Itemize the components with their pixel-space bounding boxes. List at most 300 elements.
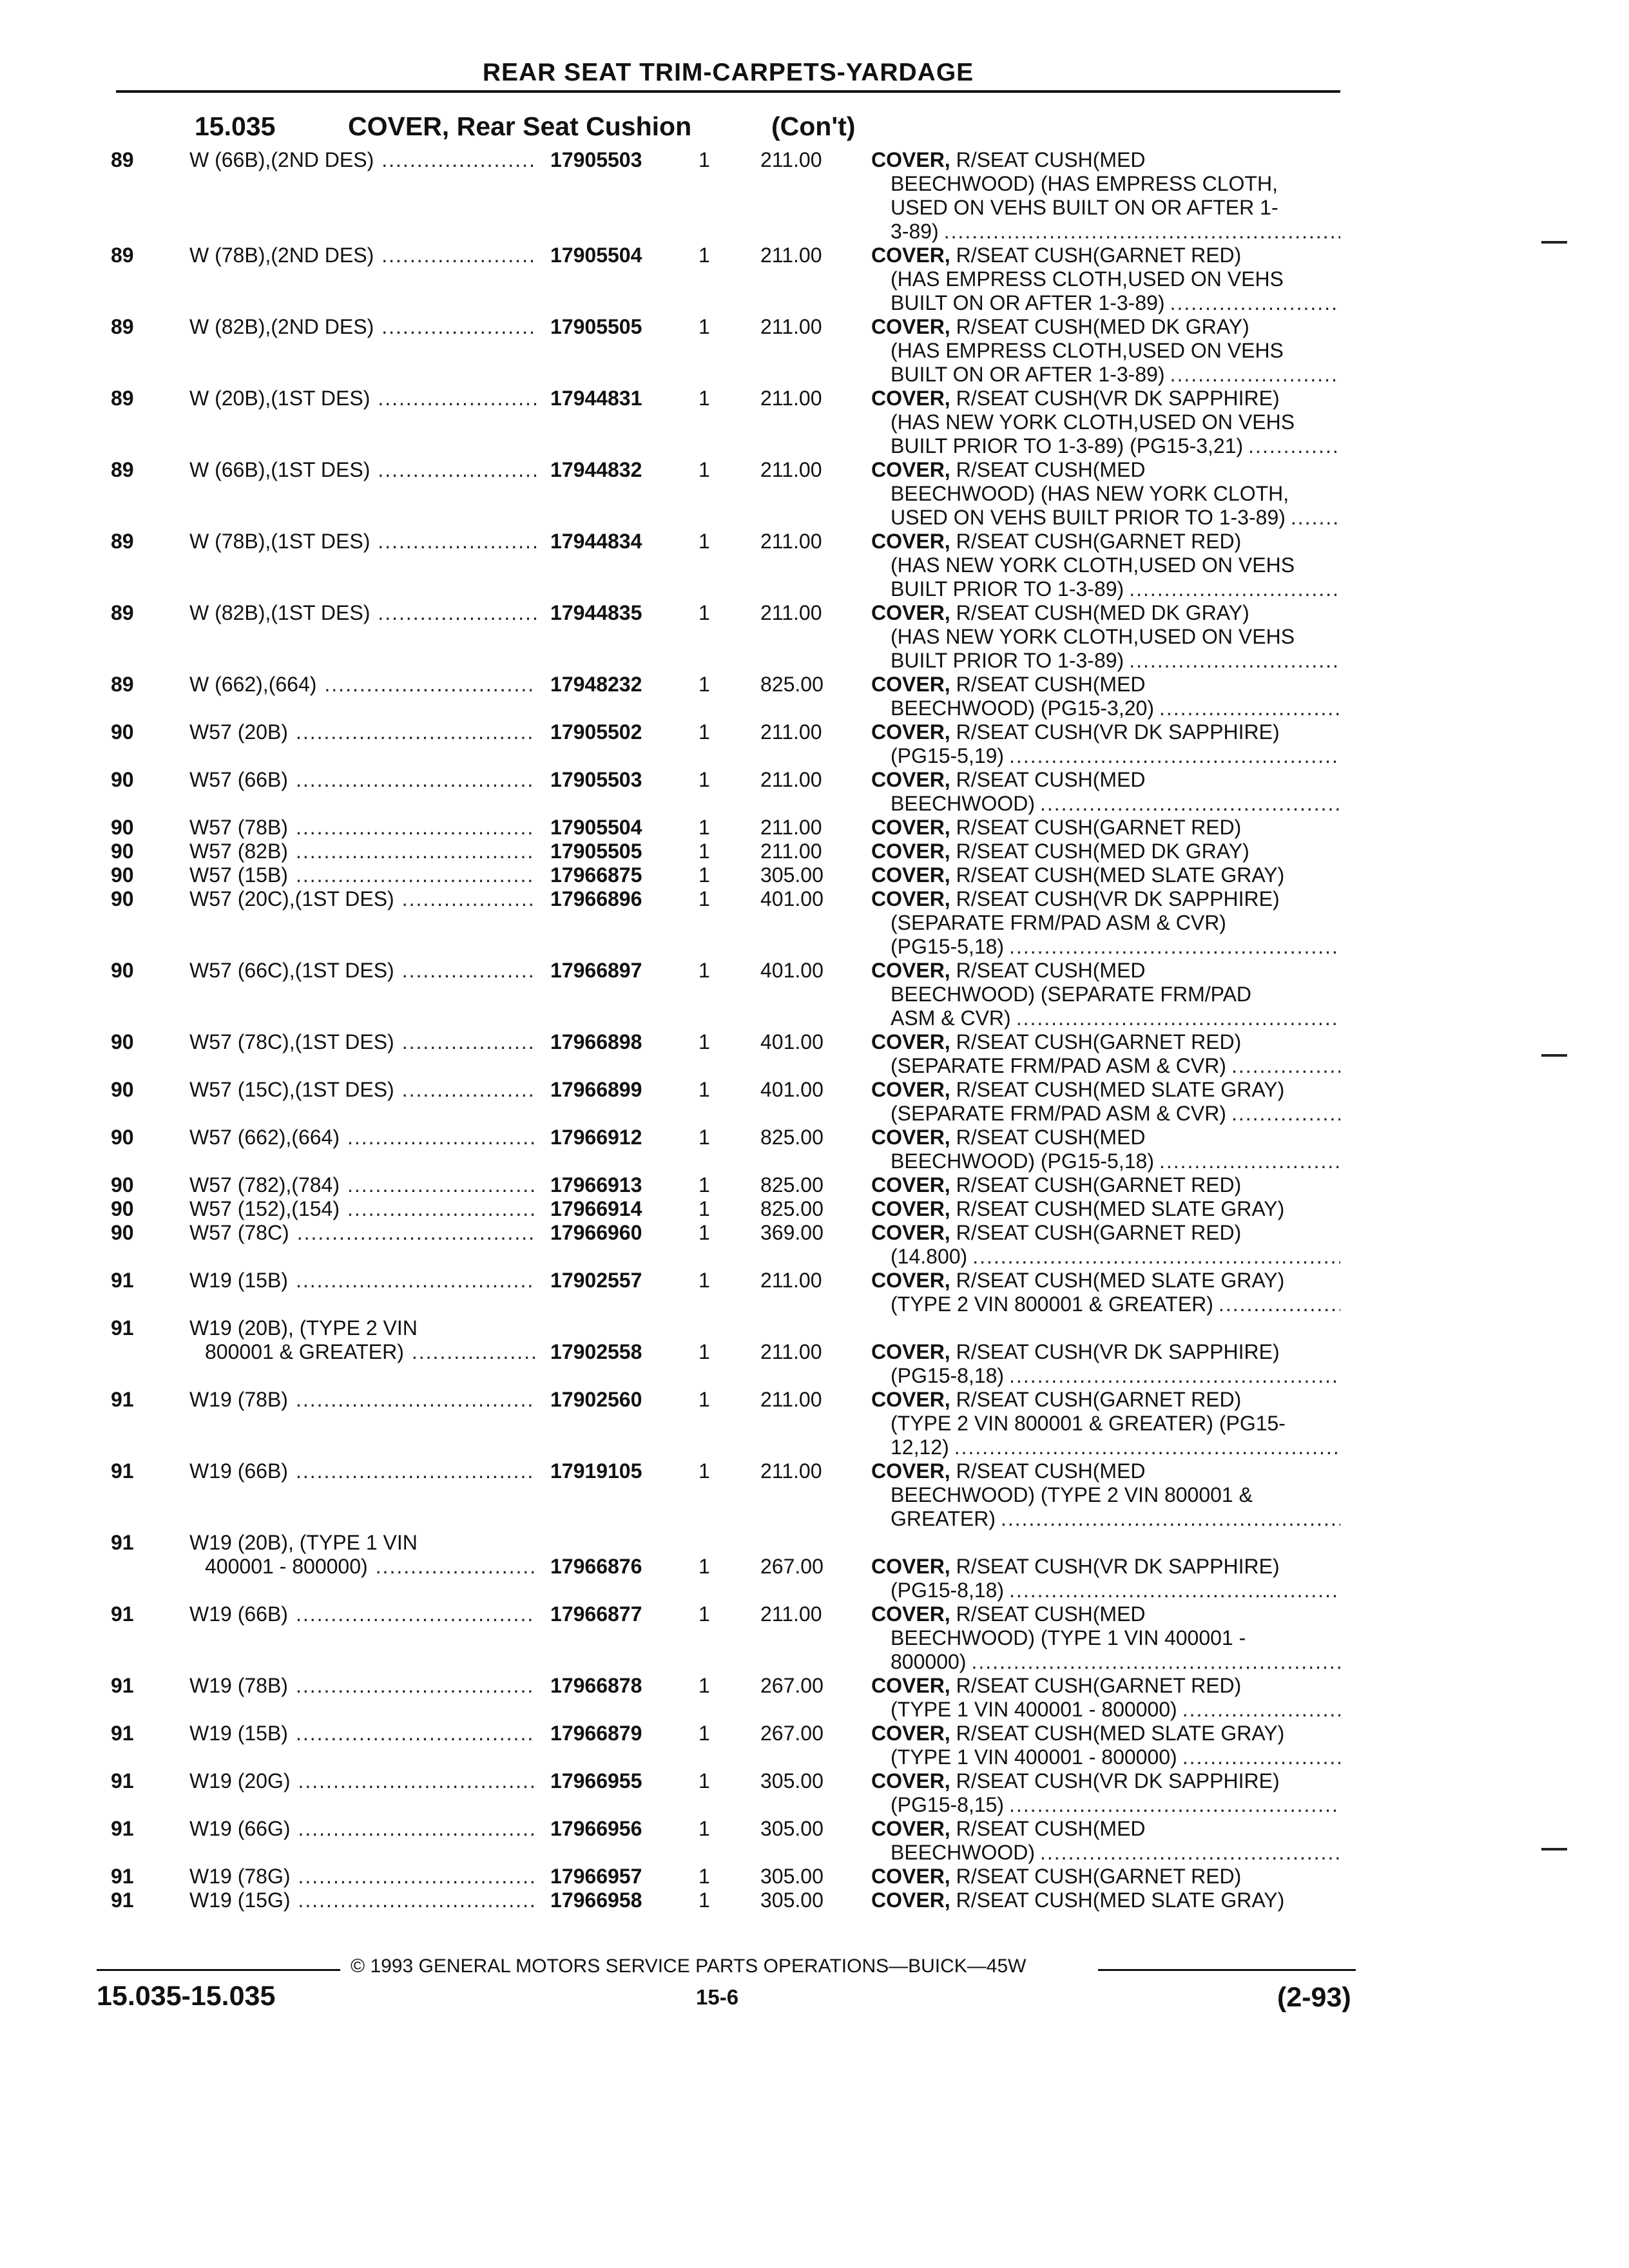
description-line <box>871 1006 1340 1030</box>
description-text: (TYPE 2 VIN 800001 & GREATER) (PG15- <box>891 1412 1286 1435</box>
part-description <box>871 387 1340 458</box>
leader-dots <box>324 673 536 697</box>
part-number: 17966899 <box>550 1078 642 1101</box>
leader-dots <box>381 148 536 172</box>
model-year: 89 <box>111 148 134 171</box>
model-year: 91 <box>111 1769 134 1792</box>
description-text: COVER, R/SEAT CUSH(MED <box>871 673 1146 696</box>
unit-price: 211.00 <box>760 1459 822 1483</box>
model-line <box>189 863 543 887</box>
description-text: (HAS NEW YORK CLOTH,USED ON VEHS <box>891 553 1295 577</box>
description-line <box>871 911 1340 935</box>
description-text: COVER, R/SEAT CUSH(MED <box>871 1126 1146 1149</box>
model-text: W57 (66C),(1ST DES) <box>189 959 394 982</box>
description-text: COVER, R/SEAT CUSH(GARNET RED) <box>871 1865 1242 1888</box>
model-text: W19 (20B), (TYPE 1 VIN <box>189 1531 418 1554</box>
model-code <box>189 148 543 172</box>
part-description <box>871 768 1340 816</box>
model-line <box>189 1531 543 1555</box>
model-code <box>189 1459 543 1483</box>
leader-dots <box>402 1078 536 1102</box>
description-line <box>871 1149 1340 1173</box>
model-year: 90 <box>111 768 134 791</box>
description-line <box>871 1412 1340 1436</box>
part-description <box>871 1817 1340 1865</box>
part-description <box>871 816 1340 840</box>
unit-price: 401.00 <box>760 1030 824 1053</box>
description-line <box>871 1269 1340 1293</box>
part-number: 17948232 <box>550 673 642 696</box>
unit-price: 211.00 <box>760 1269 822 1292</box>
model-line <box>189 1865 543 1888</box>
model-year: 90 <box>111 887 134 910</box>
model-year: 89 <box>111 530 134 553</box>
model-code <box>189 1030 543 1054</box>
description-line <box>871 1388 1340 1412</box>
description-line <box>871 387 1340 410</box>
unit-price: 211.00 <box>760 1602 822 1626</box>
table-row <box>0 1722 1629 1769</box>
description-text: (PG15-8,15) <box>891 1793 1005 1816</box>
model-code <box>189 816 543 840</box>
part-number: 17966912 <box>550 1126 642 1149</box>
model-text: W57 (78C),(1ST DES) <box>189 1030 394 1053</box>
model-code <box>189 244 543 267</box>
model-line <box>189 458 543 482</box>
part-number: 17966914 <box>550 1197 642 1220</box>
description-text: (HAS EMPRESS CLOTH,USED ON VEHS <box>891 267 1284 291</box>
unit-price: 369.00 <box>760 1221 824 1244</box>
model-year: 91 <box>111 1602 134 1626</box>
model-text: W (20B),(1ST DES) <box>189 387 371 410</box>
leader-dots <box>296 1459 536 1483</box>
model-code <box>189 1126 543 1149</box>
model-text: W57 (66B) <box>189 768 288 791</box>
model-line <box>189 1078 543 1102</box>
model-code <box>189 673 543 697</box>
description-line <box>871 458 1340 482</box>
leader-dots <box>298 1865 536 1888</box>
part-number: 17966955 <box>550 1769 642 1792</box>
footer-page-number: 15-6 <box>696 1985 739 2009</box>
unit-price: 211.00 <box>760 387 822 410</box>
table-row <box>0 1459 1629 1531</box>
model-year: 91 <box>111 1888 134 1912</box>
model-line <box>189 1340 543 1364</box>
description-line <box>871 673 1340 697</box>
leader-dots <box>1159 697 1340 720</box>
description-text: COVER, R/SEAT CUSH(MED DK GRAY) <box>871 315 1249 338</box>
part-number: 17902557 <box>550 1269 642 1292</box>
description-text: COVER, R/SEAT CUSH(GARNET RED) <box>871 1388 1242 1411</box>
quantity: 1 <box>699 1388 710 1411</box>
model-code <box>189 1197 543 1221</box>
leader-dots <box>944 220 1340 244</box>
part-number: 17905504 <box>550 816 642 839</box>
leader-dots <box>1009 1579 1340 1602</box>
leader-dots <box>296 1602 536 1626</box>
unit-price: 211.00 <box>760 148 822 171</box>
description-text: COVER, R/SEAT CUSH(GARNET RED) <box>871 530 1242 553</box>
description-line <box>871 1602 1340 1626</box>
part-description <box>871 1388 1340 1459</box>
description-text: BEECHWOOD) <box>891 1841 1035 1864</box>
leader-dots <box>1129 577 1340 601</box>
leader-dots <box>1129 649 1340 673</box>
model-line <box>189 1316 543 1340</box>
parts-listing <box>0 148 1629 1912</box>
leader-dots <box>1248 434 1340 458</box>
description-line <box>871 1483 1340 1507</box>
description-line <box>871 1769 1340 1793</box>
description-line <box>871 1555 1340 1579</box>
footer-section-range: 15.035-15.035 <box>97 1981 276 2012</box>
model-year: 89 <box>111 601 134 624</box>
unit-price: 211.00 <box>760 315 822 338</box>
quantity: 1 <box>699 530 710 553</box>
description-text: USED ON VEHS BUILT PRIOR TO 1-3-89) <box>891 506 1286 529</box>
table-row <box>0 816 1629 840</box>
description-line <box>871 434 1340 458</box>
quantity: 1 <box>699 1602 710 1626</box>
part-number: 17902558 <box>550 1340 642 1363</box>
model-year: 89 <box>111 315 134 338</box>
model-text: W19 (20B), (TYPE 2 VIN <box>189 1316 418 1340</box>
description-line <box>871 1221 1340 1245</box>
model-text: 400001 - 800000) <box>205 1555 368 1578</box>
model-year: 90 <box>111 816 134 839</box>
model-line <box>189 816 543 840</box>
model-text: W19 (15B) <box>189 1269 288 1292</box>
part-number: 17966898 <box>550 1030 642 1053</box>
model-code <box>189 315 543 339</box>
model-text: W (82B),(1ST DES) <box>189 601 371 624</box>
description-text: COVER, R/SEAT CUSH(MED SLATE GRAY) <box>871 1722 1285 1745</box>
description-text: (PG15-8,18) <box>891 1579 1005 1602</box>
model-code <box>189 1269 543 1293</box>
table-row <box>0 1817 1629 1865</box>
model-code <box>189 1674 543 1698</box>
model-year: 91 <box>111 1531 134 1554</box>
description-text: BEECHWOOD) (SEPARATE FRM/PAD <box>891 983 1252 1006</box>
part-description <box>871 863 1340 887</box>
model-text: W57 (15B) <box>189 863 288 887</box>
model-year: 90 <box>111 840 134 863</box>
description-text: (SEPARATE FRM/PAD ASM & CVR) <box>891 911 1226 934</box>
model-year: 89 <box>111 458 134 481</box>
unit-price: 211.00 <box>760 720 822 744</box>
description-line <box>871 506 1340 530</box>
table-row <box>0 244 1629 315</box>
model-code <box>189 1888 543 1912</box>
description-line <box>871 1674 1340 1698</box>
leader-dots <box>296 1269 536 1293</box>
model-code <box>189 887 543 911</box>
description-text: (PG15-8,18) <box>891 1364 1005 1387</box>
model-text: W57 (20C),(1ST DES) <box>189 887 394 910</box>
quantity: 1 <box>699 244 710 267</box>
description-line <box>871 1841 1340 1865</box>
description-line <box>871 1793 1340 1817</box>
quantity: 1 <box>699 887 710 910</box>
part-number: 17944835 <box>550 601 642 624</box>
description-line <box>871 983 1340 1006</box>
description-line <box>871 720 1340 744</box>
model-line <box>189 1173 543 1197</box>
model-text: W19 (15B) <box>189 1722 288 1745</box>
table-row <box>0 148 1629 244</box>
quantity: 1 <box>699 1078 710 1101</box>
part-number: 17966957 <box>550 1865 642 1888</box>
leader-dots <box>412 1340 536 1364</box>
description-text: (PG15-5,19) <box>891 744 1005 767</box>
description-line <box>871 220 1340 244</box>
table-row <box>0 720 1629 768</box>
table-row <box>0 863 1629 887</box>
model-year: 90 <box>111 863 134 887</box>
description-line <box>871 1030 1340 1054</box>
description-text: COVER, R/SEAT CUSH(GARNET RED) <box>871 244 1242 267</box>
description-text: BEECHWOOD) (PG15-5,18) <box>891 1149 1154 1173</box>
table-row <box>0 768 1629 816</box>
model-year: 90 <box>111 1126 134 1149</box>
unit-price: 401.00 <box>760 887 824 910</box>
leader-dots <box>1040 1841 1340 1865</box>
unit-price: 825.00 <box>760 1173 824 1196</box>
description-text: COVER, R/SEAT CUSH(VR DK SAPPHIRE) <box>871 887 1280 910</box>
leader-dots <box>1219 1293 1340 1316</box>
leader-dots <box>296 720 536 744</box>
description-text: BEECHWOOD) (TYPE 2 VIN 800001 & <box>891 1483 1253 1506</box>
description-text: BEECHWOOD) <box>891 792 1035 815</box>
quantity: 1 <box>699 1030 710 1053</box>
description-line <box>871 625 1340 649</box>
description-line <box>871 1436 1340 1459</box>
footer-copyright: © 1993 GENERAL MOTORS SERVICE PARTS OPERATIONS—BUICK—45W <box>351 1956 1027 1977</box>
model-line <box>189 1197 543 1221</box>
description-text: COVER, R/SEAT CUSH(MED SLATE GRAY) <box>871 1888 1285 1912</box>
quantity: 1 <box>699 863 710 887</box>
part-description <box>871 1459 1340 1531</box>
leader-dots <box>296 816 536 840</box>
leader-dots <box>296 1722 536 1745</box>
quantity: 1 <box>699 1173 710 1196</box>
section-code: 15.035 <box>195 111 276 141</box>
unit-price: 211.00 <box>760 768 822 791</box>
quantity: 1 <box>699 1221 710 1244</box>
description-text: COVER, R/SEAT CUSH(MED <box>871 148 1146 171</box>
model-year: 91 <box>111 1722 134 1745</box>
description-text: (SEPARATE FRM/PAD ASM & CVR) <box>891 1054 1226 1077</box>
part-number: 17966896 <box>550 887 642 910</box>
part-number: 17966897 <box>550 959 642 982</box>
part-description <box>871 1769 1340 1817</box>
model-line <box>189 1722 543 1745</box>
description-text: COVER, R/SEAT CUSH(GARNET RED) <box>871 1221 1242 1244</box>
model-code <box>189 1817 543 1841</box>
description-line <box>871 1126 1340 1149</box>
description-line <box>871 577 1340 601</box>
model-line <box>189 148 543 172</box>
description-text: (TYPE 2 VIN 800001 & GREATER) <box>891 1293 1213 1316</box>
model-line <box>189 1269 543 1293</box>
model-code <box>189 1602 543 1626</box>
model-code <box>189 387 543 410</box>
unit-price: 211.00 <box>760 530 822 553</box>
description-line <box>871 196 1340 220</box>
model-text: W19 (66B) <box>189 1459 288 1483</box>
quantity: 1 <box>699 1340 710 1363</box>
unit-price: 211.00 <box>760 1340 822 1363</box>
leader-dots <box>1182 1745 1340 1769</box>
leader-dots <box>297 1221 536 1245</box>
model-text: W57 (78B) <box>189 816 288 839</box>
table-row <box>0 1865 1629 1888</box>
description-text: BEECHWOOD) (HAS EMPRESS CLOTH, <box>891 172 1278 195</box>
part-description <box>871 673 1340 720</box>
leader-dots <box>1016 1006 1340 1030</box>
quantity: 1 <box>699 1459 710 1483</box>
leader-dots <box>296 1388 536 1412</box>
unit-price: 305.00 <box>760 1817 824 1840</box>
leader-dots <box>378 458 536 482</box>
part-description <box>871 720 1340 768</box>
model-line <box>189 387 543 410</box>
description-text: (TYPE 1 VIN 400001 - 800000) <box>891 1745 1177 1769</box>
description-text: COVER, R/SEAT CUSH(GARNET RED) <box>871 816 1242 839</box>
quantity: 1 <box>699 601 710 624</box>
description-line <box>871 1650 1340 1674</box>
model-line <box>189 959 543 983</box>
description-line <box>871 1078 1340 1102</box>
description-text: BEECHWOOD) (TYPE 1 VIN 400001 - <box>891 1626 1246 1649</box>
model-code <box>189 840 543 863</box>
model-line <box>189 720 543 744</box>
part-description <box>871 458 1340 530</box>
model-code <box>189 768 543 792</box>
description-line <box>871 863 1340 887</box>
quantity: 1 <box>699 768 710 791</box>
description-line <box>871 339 1340 363</box>
part-description <box>871 840 1340 863</box>
description-line <box>871 1865 1340 1888</box>
description-line <box>871 1102 1340 1126</box>
part-description <box>871 315 1340 387</box>
quantity: 1 <box>699 1269 710 1292</box>
table-row <box>0 1602 1629 1674</box>
description-text: 12,12) <box>891 1436 949 1459</box>
leader-dots <box>954 1436 1340 1459</box>
description-text: COVER, R/SEAT CUSH(GARNET RED) <box>871 1674 1242 1697</box>
description-text: COVER, R/SEAT CUSH(MED DK GRAY) <box>871 601 1249 624</box>
table-row <box>0 1030 1629 1078</box>
quantity: 1 <box>699 1197 710 1220</box>
model-year: 89 <box>111 673 134 696</box>
leader-dots <box>298 1817 536 1841</box>
part-number: 17966958 <box>550 1888 642 1912</box>
page-title: REAR SEAT TRIM-CARPETS-YARDAGE <box>116 55 1340 93</box>
unit-price: 305.00 <box>760 1865 824 1888</box>
model-code <box>189 1173 543 1197</box>
part-number: 17966875 <box>550 863 642 887</box>
description-text: COVER, R/SEAT CUSH(MED <box>871 1817 1146 1840</box>
description-line <box>871 1197 1340 1221</box>
unit-price: 305.00 <box>760 863 824 887</box>
description-line <box>871 768 1340 792</box>
description-text: COVER, R/SEAT CUSH(MED SLATE GRAY) <box>871 1197 1285 1220</box>
quantity: 1 <box>699 840 710 863</box>
unit-price: 211.00 <box>760 244 822 267</box>
model-line <box>189 530 543 553</box>
table-row <box>0 530 1629 601</box>
model-line <box>189 1030 543 1054</box>
description-line <box>871 244 1340 267</box>
model-code <box>189 458 543 482</box>
leader-dots <box>376 1555 536 1579</box>
model-code <box>189 1388 543 1412</box>
table-row <box>0 673 1629 720</box>
model-line <box>189 1602 543 1626</box>
unit-price: 401.00 <box>760 959 824 982</box>
leader-dots <box>1231 1054 1340 1078</box>
table-row <box>0 1078 1629 1126</box>
part-number: 17966877 <box>550 1602 642 1626</box>
leader-dots <box>296 840 536 863</box>
description-line <box>871 267 1340 291</box>
description-line <box>871 410 1340 434</box>
model-line <box>189 315 543 339</box>
model-text: W (66B),(2ND DES) <box>189 148 374 171</box>
part-description <box>871 1555 1340 1602</box>
model-line <box>189 673 543 697</box>
leader-dots <box>1170 291 1340 315</box>
description-line <box>871 840 1340 863</box>
quantity: 1 <box>699 1817 710 1840</box>
part-number: 17944831 <box>550 387 642 410</box>
unit-price: 825.00 <box>760 673 824 696</box>
unit-price: 267.00 <box>760 1555 824 1578</box>
model-line <box>189 1817 543 1841</box>
description-text: BUILT PRIOR TO 1-3-89) (PG15-3,21) <box>891 434 1244 457</box>
quantity: 1 <box>699 1555 710 1578</box>
part-description <box>871 1888 1340 1912</box>
leader-dots <box>1009 1793 1340 1817</box>
model-text: W19 (20G) <box>189 1769 291 1792</box>
description-text: COVER, R/SEAT CUSH(VR DK SAPPHIRE) <box>871 1555 1280 1578</box>
part-description <box>871 1078 1340 1126</box>
description-line <box>871 530 1340 553</box>
model-line <box>189 1769 543 1793</box>
leader-dots <box>1231 1102 1340 1126</box>
description-text: 800000) <box>891 1650 967 1673</box>
part-number: 17966878 <box>550 1674 642 1697</box>
part-description <box>871 148 1340 244</box>
model-year: 91 <box>111 1269 134 1292</box>
model-year: 91 <box>111 1459 134 1483</box>
description-line <box>871 1340 1340 1364</box>
leader-dots <box>378 387 536 410</box>
model-year: 90 <box>111 1030 134 1053</box>
description-line <box>871 1888 1340 1912</box>
description-line <box>871 148 1340 172</box>
part-number: 17905503 <box>550 148 642 171</box>
description-line <box>871 172 1340 196</box>
model-line <box>189 244 543 267</box>
footer-rule <box>1098 1969 1356 1971</box>
quantity: 1 <box>699 1722 710 1745</box>
part-number: 17966956 <box>550 1817 642 1840</box>
description-line <box>871 482 1340 506</box>
